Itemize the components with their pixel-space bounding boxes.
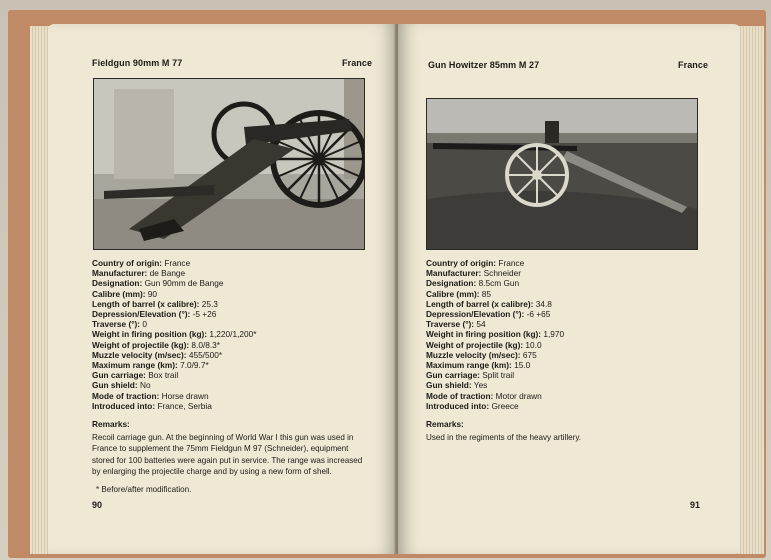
left-page-number: 90 [92,500,103,510]
spec-row [426,340,564,350]
remarks-line: France to supplement the 75mm Fieldgun M 97 (Schneider), equipment [92,444,349,454]
spec-row [426,278,564,288]
spec-value: No [139,380,151,391]
spec-label: Introduced into: [92,400,156,411]
left-page [48,24,396,554]
spec-value: 455/500* [188,349,223,360]
spec-row [92,380,256,390]
spec-value: 675 [522,349,537,360]
spec-row [92,309,256,319]
left-footnote: * Before/after modification. [96,485,192,494]
spec-value: Greece [491,400,519,411]
spec-label: Depression/Elevation (°): [92,309,191,320]
spec-label: Weight in firing position (kg): [92,329,208,340]
gun-howitzer-photo-icon [427,99,697,249]
spec-value: France, Serbia [157,400,212,411]
spec-row [426,329,564,339]
spec-row [92,268,256,278]
right-spec-list [426,258,564,411]
spec-value: France [498,258,525,268]
spec-value: 85 [481,288,492,299]
spec-row [92,319,256,329]
spec-row [426,299,564,309]
spec-row [426,289,564,299]
spec-row [426,401,564,411]
spec-value: Box trail [148,370,179,381]
spec-label: Gun carriage: [426,370,480,381]
spec-row [92,391,256,401]
spec-row [426,360,564,370]
spec-row [92,299,256,309]
spec-value: 54 [476,319,486,330]
spec-value: Yes [473,380,488,391]
spec-label: Manufacturer: [426,268,482,279]
spec-label: Weight of projectile (kg): [426,339,524,350]
spec-row [92,350,256,360]
spec-value: France [164,258,191,268]
spec-label: Gun carriage: [92,370,146,381]
spec-value: 25.3 [201,298,218,309]
spec-row [92,258,256,268]
right-page-country: France [678,60,709,70]
spec-row [92,329,256,339]
spec-label: Length of barrel (x calibre): [426,298,534,309]
spec-label: Traverse (°): [92,319,141,330]
remarks-line: by enlarging the projectile charge and by using a new form of shell. [92,467,332,477]
right-page [398,24,740,554]
spec-label: Maximum range (km): [92,360,178,371]
spec-value: 8.5cm Gun [478,278,520,289]
gun-howitzer-photo [426,98,698,250]
spec-row [92,340,256,350]
spec-label: Gun shield: [92,380,138,391]
left-remarks-heading: Remarks: [92,419,130,429]
spec-label: Gun shield: [426,380,472,391]
spec-value: Schneider [483,268,522,279]
left-page-country: France [342,58,373,68]
spec-row [426,309,564,319]
spec-row [92,370,256,380]
spec-row [426,380,564,390]
spec-value: 7.0/9.7* [180,360,209,371]
fieldgun-photo [93,78,365,250]
right-page-stack [738,26,764,554]
spec-value: 1,220/1,200* [209,329,257,340]
spec-value: 15.0 [514,360,531,371]
spec-label: Designation: [92,278,143,289]
spec-value: 90 [147,288,158,299]
spec-label: Calibre (mm): [426,288,480,299]
spec-row [426,350,564,360]
spec-row [426,370,564,380]
spec-value: Motor drawn [495,390,542,401]
right-page-title: Gun Howitzer 85mm M 27 [428,60,540,70]
left-page-title: Fieldgun 90mm M 77 [92,58,183,68]
spec-value: 1,970 [543,329,565,340]
spec-row [426,391,564,401]
spec-value: de Bange [149,268,186,279]
spec-row [426,268,564,278]
spec-row [92,360,256,370]
right-page-number: 91 [690,500,701,510]
fieldgun-photo-icon [94,79,364,249]
spec-label: Mode of traction: [92,390,160,401]
spec-label: Length of barrel (x calibre): [92,298,200,309]
spec-label: Muzzle velocity (m/sec): [426,349,521,360]
spec-label: Mode of traction: [426,390,494,401]
spec-value: 34.8 [535,298,552,309]
remarks-line: Recoil carriage gun. At the beginning of World War I this gun was used in [92,433,354,442]
spec-value: Gun 90mm de Bange [144,278,224,289]
spec-value: 10.0 [525,339,542,350]
spec-label: Depression/Elevation (°): [426,309,525,320]
left-spec-list [92,258,256,411]
spec-value: Horse drawn [161,390,209,401]
spec-row [92,289,256,299]
spec-value: -5 +26 [192,309,217,320]
spec-label: Muzzle velocity (m/sec): [92,349,187,360]
spec-label: Introduced into: [426,400,490,411]
spec-label: Traverse (°): [426,319,475,330]
spec-value: 0 [142,319,147,330]
left-remarks-text [92,432,388,478]
spec-row [92,401,256,411]
spec-label: Country of origin: [92,258,163,268]
right-remarks-text [426,432,716,443]
spec-row [426,319,564,329]
spec-value: -6 +65 [526,309,551,320]
spec-label: Country of origin: [426,258,497,268]
spec-label: Designation: [426,278,477,289]
right-remarks-heading: Remarks: [426,419,464,429]
spec-label: Calibre (mm): [92,288,146,299]
spec-row [426,258,564,268]
spec-label: Manufacturer: [92,268,148,279]
remarks-line: stored for 100 batteries were again put in service. The range was increased [92,455,363,465]
spec-label: Weight in firing position (kg): [426,329,542,340]
spec-label: Weight of projectile (kg): [92,339,190,350]
spec-label: Maximum range (km): [426,360,512,371]
spec-row [92,278,256,288]
spec-value: 8.0/8.3* [191,339,221,350]
spec-value: Split trail [482,370,515,381]
remarks-line: Used in the regiments of the heavy artillery. [426,433,582,442]
